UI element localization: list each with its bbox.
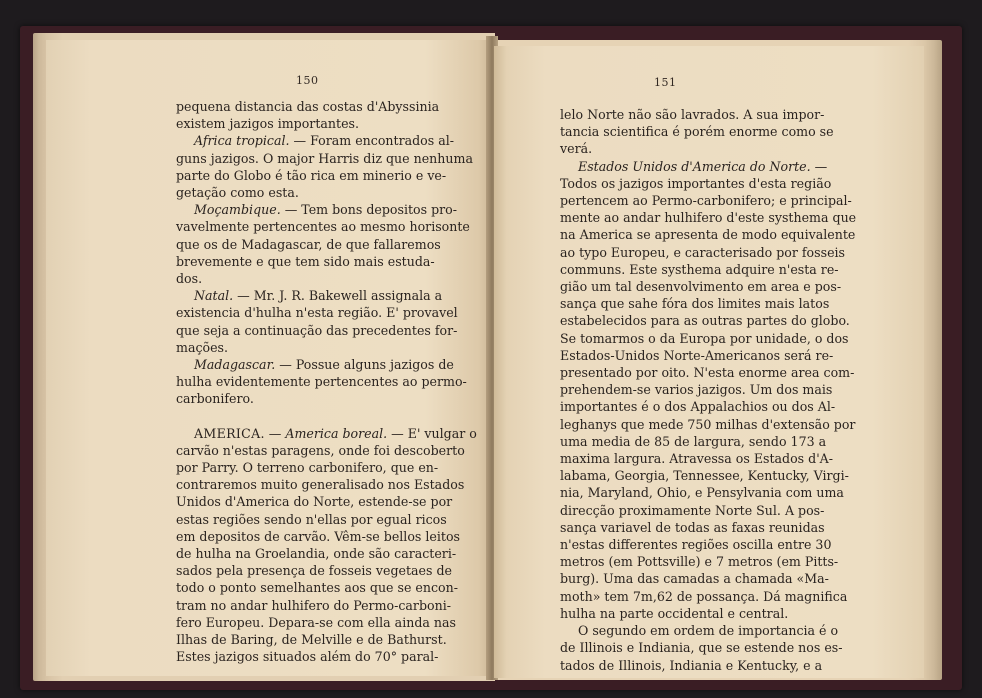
text-line: pequena distancia das costas d'Abyssinia [176,99,440,114]
text-line: labama, Georgia, Tennessee, Kentucky, Virgi- [560,468,849,484]
text-line: na America se apresenta de modo equivalente [560,227,856,243]
text-line: AMERICA. — America boreal. — E' vulgar o [194,425,477,441]
left-page [46,40,492,676]
text-line: Se tomarmos o da Europa por unidade, o dos [560,330,849,346]
page-number-right: 151 [654,76,677,89]
text-line: dos. [176,271,203,287]
text-line: sança que sahe fóra dos limites mais latos [560,296,830,312]
text-line: leghanys que mede 750 milhas d'extensão por [560,416,856,432]
text-line: Estes jazigos situados além do 70° paral- [176,649,439,665]
text-line: ao typo Europeu, e caracterisado por fosseis [560,244,846,260]
text-line: estabelecidos para as outras partes do globo. [560,313,850,329]
text-line: gião um tal desenvolvimento em area e pos- [560,279,842,295]
text-line: n'estas differentes regiões oscilla entre 30 [560,537,832,553]
text-line: vavelmente pertencentes ao mesmo horisonte [176,219,470,235]
page-number-left: 150 [296,74,319,87]
text-line: existem jazigos importantes. [176,116,359,132]
text-line: Madagascar. — Possue alguns jazigos de [194,357,454,373]
text-line: direcção proximamente Norte Sul. A pos- [560,502,825,518]
text-line: getação como esta. [176,185,299,201]
text-line: estas regiões sendo n'ellas por egual ricos [176,511,447,527]
text-line: tados de Illinois, Indiania e Kentucky, e a [560,657,823,673]
text-line: fero Europeu. Depara-se com ella ainda nas [176,614,456,630]
text-line: carvão n'estas paragens, onde foi descoberto [176,442,465,458]
text-line: contraremos muito generalisado nos Estados [176,477,465,493]
text-line: tancia scientifica é porém enorme como se [560,124,834,140]
text-line: prehendem-se varios jazigos. Um dos mais [560,382,833,398]
text-line: parte do Globo é tão rica em minerio e ve- [176,167,447,183]
text-line: communs. Este systhema adquire n'esta re- [560,261,839,277]
text-line: mente ao andar hulhifero d'este systhema que [560,210,857,226]
text-line: sados pela presença de fosseis vegetaes de [176,563,452,579]
text-line: tram no andar hulhifero do Permo-carboni- [176,597,451,613]
text-line: lelo Norte não são lavrados. A sua impor- [560,107,825,122]
text-line: em depositos de carvão. Vêm-se bellos leitos [176,528,460,544]
text-line: Africa tropical. — Foram encontrados al- [194,133,455,149]
text-line: de hulha na Groelandia, onde são caracteri- [176,546,457,562]
text-line: Estados Unidos d'America do Norte. — [578,158,828,174]
text-line: por Parry. O terreno carbonifero, que en- [176,460,439,476]
left-page-text [176,98,477,666]
text-line: moth» tem 7m,62 de possança. Dá magnifica [560,588,848,604]
text-line: nia, Maryland, Ohio, e Pensylvania com uma [560,485,844,501]
text-line: hulha na parte occidental e central. [560,605,789,621]
text-line: O segundo em ordem de importancia é o [578,623,839,639]
text-line: presentado por oito. N'esta enorme area com- [560,365,855,381]
text-line: que os de Madagascar, de que fallaremos [176,236,441,252]
text-line: pertencem ao Permo-carbonifero; e principal- [560,193,852,209]
text-line: hulha evidentemente pertencentes ao permo- [176,374,467,390]
text-line: de Illinois e Indiania, que se estende nos es- [560,640,843,656]
text-line: todo o ponto semelhantes aos que se encon- [176,580,458,596]
text-line: mações. [176,339,229,355]
text-line: guns jazigos. O major Harris diz que nenhuma [176,150,473,166]
paragraph-gap [176,408,424,425]
text-line: brevemente e que tem sido mais estuda- [176,253,435,269]
text-line: carbonifero. [176,391,254,407]
right-page [494,46,924,678]
right-page-text [560,106,857,674]
text-line: Estados-Unidos Norte-Americanos será re- [560,347,834,363]
text-line: Unidos d'America do Norte, estende-se por [176,494,453,510]
text-line: importantes é o dos Appalachios ou dos Al- [560,399,836,415]
text-line: que seja a continuação das precedentes for- [176,322,458,338]
text-line: Ilhas de Baring, de Melville e de Bathurst. [176,632,447,648]
text-line: Natal. — Mr. J. R. Bakewell assignala a [194,288,443,304]
text-line: metros (em Pottsville) e 7 metros (em Pitts- [560,554,839,570]
text-line: existencia d'hulha n'esta região. E' provavel [176,305,458,321]
text-line: uma media de 85 de largura, sendo 173 a [560,433,827,449]
text-line: sança variavel de todas as faxas reunidas [560,519,825,535]
text-line: maxima largura. Atravessa os Estados d'A- [560,451,834,467]
text-line: Todos os jazigos importantes d'esta região [560,175,832,191]
text-line: burg). Uma das camadas a chamada «Ma- [560,571,829,587]
text-line: verá. [560,141,593,157]
text-line: Moçambique. — Tem bons depositos pro- [194,202,458,218]
